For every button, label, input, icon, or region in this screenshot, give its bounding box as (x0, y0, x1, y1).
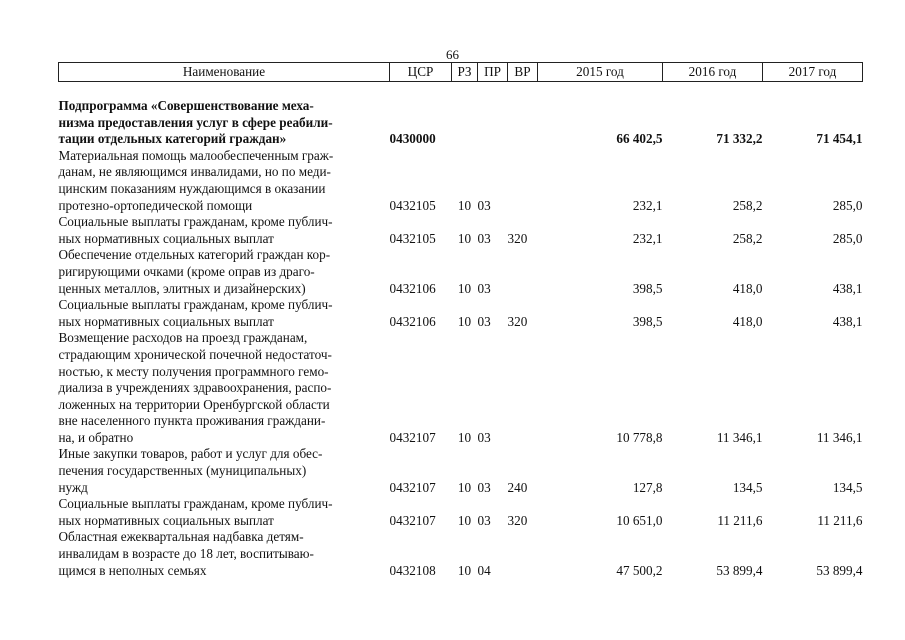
table-header-row (59, 63, 863, 82)
cell-2016: 418,0 (732, 313, 763, 329)
cell-name-line: Областная ежеквартальная надбавка детям- (58, 529, 304, 545)
cell-name (59, 446, 390, 496)
table-row (59, 496, 863, 529)
cell-2017: 285,0 (832, 197, 863, 213)
cell-name (59, 496, 390, 529)
header-spacer (59, 82, 863, 99)
cell-csr: 0432105 (389, 230, 436, 246)
cell-2015: 47 500,2 (616, 562, 663, 578)
cell-rz: 10 (457, 479, 472, 495)
cell-vr (508, 247, 538, 297)
cell-2017: 134,5 (832, 479, 863, 495)
cell-vr: 240 (507, 479, 528, 495)
cell-rz: 10 (457, 512, 472, 528)
cell-csr: 0432108 (389, 562, 436, 578)
cell-2015: 232,1 (632, 197, 663, 213)
cell-pr: 03 (477, 313, 491, 329)
cell-2017: 53 899,4 (816, 562, 863, 578)
cell-name (59, 98, 390, 148)
cell-2016: 258,2 (732, 197, 763, 213)
table-row (59, 529, 863, 579)
cell-pr: 03 (477, 197, 491, 213)
column-header-2015: 2015 год (538, 63, 663, 82)
cell-2017: 438,1 (832, 313, 863, 329)
cell-2015: 66 402,5 (616, 131, 663, 147)
cell-rz: 10 (457, 562, 472, 578)
cell-rz (452, 98, 478, 148)
cell-name-line: тации отдельных категорий граждан» (58, 131, 287, 147)
cell-pr: 03 (477, 479, 491, 495)
cell-name-line: нужд (58, 479, 88, 495)
column-header-pr: ПР (478, 63, 508, 82)
cell-pr: 03 (477, 230, 491, 246)
cell-vr (508, 98, 538, 148)
cell-vr: 320 (507, 230, 528, 246)
cell-2017: 438,1 (832, 280, 863, 296)
cell-name-line: данам, не являющимся инвалидами, но по меди- (58, 164, 331, 180)
cell-name-line: ных нормативных социальных выплат (58, 313, 274, 329)
cell-name (59, 330, 390, 446)
cell-name-line: Подпрограмма «Совершенствование меха- (58, 98, 314, 113)
cell-name-line: Материальная помощь малообеспеченным граж- (58, 147, 334, 163)
cell-csr: 0432105 (389, 197, 436, 213)
column-header-rz: РЗ (452, 63, 478, 82)
cell-2015: 10 651,0 (616, 512, 663, 528)
column-header-vr: ВР (508, 63, 538, 82)
column-header-csr: ЦСР (390, 63, 452, 82)
cell-rz: 10 (457, 280, 472, 296)
column-header-name: Наименование (59, 63, 390, 82)
cell-csr: 0432107 (389, 479, 436, 495)
cell-csr: 0432107 (389, 512, 436, 528)
cell-pr: 03 (477, 280, 491, 296)
budget-table (58, 62, 863, 579)
cell-name-line: ностью, к месту получения программного гемо- (58, 363, 329, 379)
cell-name-line: Социальные выплаты гражданам, кроме публич- (58, 496, 333, 512)
cell-name-line: инвалидам в возрасте до 18 лет, воспитываю- (58, 546, 314, 562)
cell-2016: 134,5 (732, 479, 763, 495)
cell-2015: 398,5 (632, 313, 663, 329)
cell-2017: 71 454,1 (816, 131, 863, 147)
cell-2016: 11 211,6 (717, 512, 763, 528)
cell-pr: 04 (477, 562, 491, 578)
cell-name (59, 529, 390, 579)
table-row (59, 148, 863, 214)
cell-pr (478, 98, 508, 148)
cell-name-line: ных нормативных социальных выплат (58, 512, 274, 528)
cell-vr (508, 330, 538, 446)
cell-pr: 03 (477, 429, 491, 445)
cell-name-line: Обеспечение отдельных категорий граждан кор- (58, 247, 331, 263)
cell-name-line: ложенных на территории Оренбургской области (58, 396, 330, 412)
cell-rz: 10 (457, 197, 472, 213)
cell-csr: 0432106 (389, 280, 436, 296)
cell-name-line: протезно-ортопедической помощи (58, 197, 253, 213)
cell-name (59, 297, 390, 330)
cell-2016: 258,2 (732, 230, 763, 246)
cell-name-line: Иные закупки товаров, работ и услуг для обес- (58, 446, 323, 462)
cell-2015: 232,1 (632, 230, 663, 246)
cell-name-line: низма предоставления услуг в сфере реабили- (58, 114, 333, 130)
cell-name (59, 247, 390, 297)
cell-name-line: вне населенного пункта проживания граждани- (58, 413, 326, 429)
cell-name-line: Социальные выплаты гражданам, кроме публич- (58, 297, 333, 313)
cell-pr: 03 (477, 512, 491, 528)
cell-2015: 127,8 (632, 479, 663, 495)
table-row (59, 330, 863, 446)
cell-name-line: на, и обратно (58, 429, 134, 445)
cell-vr (508, 529, 538, 579)
cell-name-line: печения государственных (муниципальных) (58, 463, 307, 479)
cell-rz: 10 (457, 429, 472, 445)
cell-rz: 10 (457, 230, 472, 246)
cell-2017: 11 346,1 (816, 429, 863, 445)
table-body (59, 82, 863, 580)
table-row (59, 446, 863, 496)
cell-2015: 398,5 (632, 280, 663, 296)
cell-2016: 11 346,1 (716, 429, 763, 445)
table-row (59, 98, 863, 148)
column-header-2016: 2016 год (663, 63, 763, 82)
column-header-2017: 2017 год (763, 63, 863, 82)
cell-2017: 11 211,6 (817, 512, 863, 528)
cell-name-line: щимся в неполных семьях (58, 562, 207, 578)
cell-csr: 0432107 (389, 429, 436, 445)
cell-2015: 10 778,8 (616, 429, 663, 445)
cell-name-line: цинским показаниям нуждающимся в оказании (58, 180, 326, 196)
cell-name (59, 148, 390, 214)
cell-name-line: ных нормативных социальных выплат (58, 230, 274, 246)
cell-name-line: Возмещение расходов на проезд гражданам, (58, 330, 308, 346)
cell-csr: 0432106 (389, 313, 436, 329)
cell-rz: 10 (457, 313, 472, 329)
cell-2016: 418,0 (732, 280, 763, 296)
cell-csr: 0430000 (389, 131, 436, 147)
cell-name-line: ригирующими очками (кроме оправ из драго- (58, 263, 315, 279)
cell-name-line: диализа в учреждениях здравоохранения, распо- (58, 380, 332, 396)
cell-name-line: страдающим хронической почечной недостаточ- (58, 346, 332, 362)
cell-2016: 53 899,4 (716, 562, 763, 578)
cell-2017: 285,0 (832, 230, 863, 246)
cell-vr: 320 (507, 313, 528, 329)
cell-2016: 71 332,2 (716, 131, 763, 147)
cell-name-line: Социальные выплаты гражданам, кроме публич- (58, 214, 333, 230)
cell-vr: 320 (507, 512, 528, 528)
cell-name-line: ценных металлов, элитных и дизайнерских) (58, 280, 306, 296)
cell-name (59, 214, 390, 247)
table-row (59, 297, 863, 330)
cell-vr (508, 148, 538, 214)
page-number: 66 (446, 47, 459, 62)
table-row (59, 214, 863, 247)
table-row (59, 247, 863, 297)
